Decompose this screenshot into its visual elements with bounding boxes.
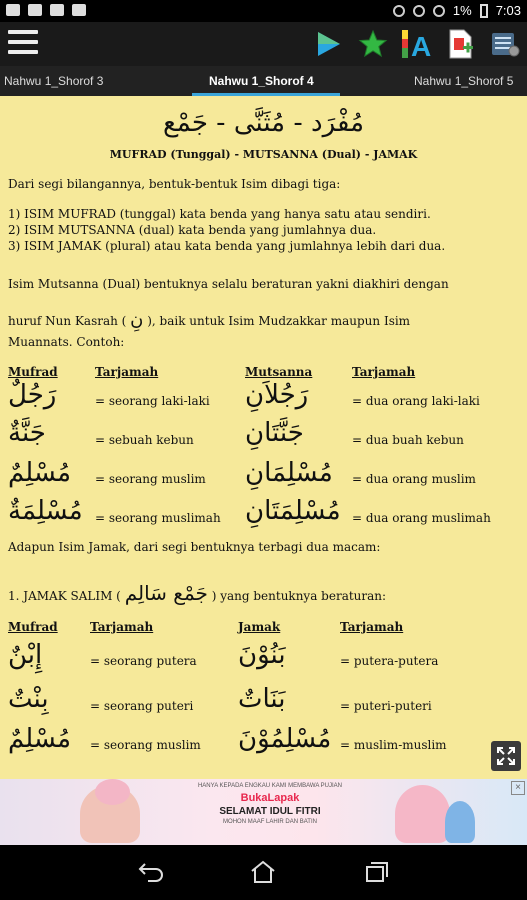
image-icon — [28, 4, 42, 16]
table1-mufrad-word: رَجُلٌ — [8, 380, 57, 410]
ad-image-right-blue — [445, 801, 475, 843]
font-size-icon[interactable] — [401, 28, 433, 60]
notification-icons — [6, 4, 86, 16]
alarm-icon — [433, 5, 445, 17]
mutsanna-text-3: Muannats. Contoh: — [8, 335, 125, 349]
tab-shorof-5[interactable]: Nahwu 1_Shorof 5 — [414, 74, 514, 88]
ad-brand: BukaLapak — [240, 792, 300, 804]
ad-banner[interactable] — [0, 779, 527, 845]
ad-image-right — [395, 785, 450, 843]
bluetooth-icon — [393, 5, 405, 17]
table1-tarjamah: = seorang laki-laki — [95, 394, 210, 408]
add-document-icon[interactable] — [445, 28, 477, 60]
jamak-intro: Adapun Isim Jamak, dari segi bentuknya terbagi dua macam: — [8, 540, 381, 554]
download-icon — [50, 4, 64, 16]
mutsanna-text-1: Isim Mutsanna (Dual) bentuknya selalu beraturan yakni diakhiri dengan — [8, 277, 449, 291]
action-bar — [0, 22, 527, 66]
svg-text:A: A — [411, 31, 432, 60]
table1-mutsanna-word: مُسْلِمَتَانِ — [245, 496, 341, 526]
ad-close-button[interactable]: × — [511, 781, 525, 795]
table1-tarjamah: = seorang muslim — [95, 472, 206, 486]
mutsanna-text-2: huruf Nun Kasrah ( نِ ), baik untuk Isim Mudzakkar maupun Isim — [8, 309, 411, 330]
table2-tarjamah: = puteri-puteri — [340, 699, 432, 713]
ad-main-text: SELAMAT IDUL FITRI — [219, 806, 321, 817]
table1-header-tarjamah: Tarjamah — [95, 365, 159, 379]
ad-headline: HANYA KEPADA ENGKAU KAMI MEMBAWA PUJIAN — [197, 783, 343, 789]
battery-percent: 1% — [452, 3, 472, 18]
tab-shorof-3[interactable]: Nahwu 1_Shorof 3 — [4, 74, 104, 88]
list-item: 1) ISIM MUFRAD (tunggal) kata benda yang hanya satu atau sendiri. — [8, 207, 431, 221]
table1-tarjamah: = dua buah kebun — [352, 433, 464, 447]
jamak-salim-line: 1. JAMAK SALIM ( جَمْع سَالِم ) yang bentuknya beraturan: — [8, 581, 387, 605]
back-icon[interactable] — [136, 859, 166, 885]
lesson-subtitle: MUFRAD (Tunggal) - MUTSANNA (Dual) - JAMAK — [109, 148, 418, 161]
tab-bar — [0, 66, 527, 96]
star-icon[interactable] — [357, 28, 389, 60]
table2-tarjamah: = seorang puteri — [90, 699, 194, 713]
table2-jamak-word: بَنَاتٌ — [238, 684, 286, 714]
ad-image-left-head — [95, 779, 130, 805]
table2-jamak-word: مُسْلِمُوْنَ — [238, 724, 332, 754]
system-icons — [393, 3, 521, 18]
table2-mufrad-word: إِبْنٌ — [8, 640, 43, 670]
table1-tarjamah: = dua orang muslimah — [352, 511, 491, 525]
navigation-bar — [0, 845, 527, 900]
fullscreen-icon[interactable] — [491, 741, 521, 771]
home-icon[interactable] — [248, 859, 278, 885]
arabic-title: مُفْرَد - مُثَنَّى - جَمْع — [162, 108, 365, 138]
ad-subtext: MOHON MAAF LAHIR DAN BATIN — [223, 819, 317, 825]
table1-mutsanna-word: رَجُلاَنِ — [245, 380, 309, 410]
table2-header-tarjamah-2: Tarjamah — [340, 620, 404, 634]
table2-tarjamah: = putera-putera — [340, 654, 439, 668]
table2-mufrad-word: بِنْتٌ — [8, 684, 49, 714]
table2-jamak-word: بَنُوْنَ — [238, 640, 286, 670]
wifi-icon — [413, 5, 425, 17]
clock: 7:03 — [495, 3, 521, 18]
messenger-icon — [72, 4, 86, 16]
table1-mufrad-word: مُسْلِمٌ — [8, 458, 72, 488]
tab-shorof-4[interactable]: Nahwu 1_Shorof 4 — [209, 74, 314, 88]
table1-tarjamah: = sebuah kebun — [95, 433, 194, 447]
table2-mufrad-word: مُسْلِمٌ — [8, 724, 72, 754]
table1-tarjamah: = dua orang muslim — [352, 472, 476, 486]
table1-header-mutsanna: Mutsanna — [245, 365, 313, 379]
lesson-content[interactable] — [0, 96, 527, 779]
table2-header-tarjamah: Tarjamah — [90, 620, 154, 634]
whatsapp-icon — [6, 4, 20, 16]
table1-header-mufrad: Mufrad — [8, 365, 58, 379]
jamak-salim-arabic: جَمْع سَالِم — [124, 581, 208, 605]
table1-header-tarjamah-2: Tarjamah — [352, 365, 416, 379]
status-bar — [0, 0, 527, 22]
table1-mutsanna-word: مُسْلِمَانِ — [245, 458, 333, 488]
list-item: 3) ISIM JAMAK (plural) atau kata benda yang jumlahnya lebih dari dua. — [8, 239, 446, 253]
table1-mufrad-word: جَنَّةٌ — [8, 418, 46, 448]
table1-mutsanna-word: جَنَّتَانِ — [245, 418, 304, 448]
table2-tarjamah: = muslim-muslim — [340, 738, 447, 752]
intro-text: Dari segi bilangannya, bentuk-bentuk Isim dibagi tiga: — [8, 177, 341, 191]
battery-icon — [480, 4, 488, 18]
settings-icon[interactable] — [489, 28, 521, 60]
table1-tarjamah: = seorang muslimah — [95, 511, 221, 525]
list-item: 2) ISIM MUTSANNA (dual) kata benda yang jumlahnya dua. — [8, 223, 377, 237]
table2-tarjamah: = seorang putera — [90, 654, 197, 668]
play-icon[interactable] — [313, 28, 345, 60]
nun-kasrah: نِ — [130, 309, 144, 330]
table1-tarjamah: = dua orang laki-laki — [352, 394, 480, 408]
table2-tarjamah: = seorang muslim — [90, 738, 201, 752]
table2-header-mufrad: Mufrad — [8, 620, 58, 634]
menu-icon[interactable] — [8, 30, 38, 58]
table2-header-jamak: Jamak — [238, 620, 281, 634]
recents-icon[interactable] — [362, 859, 392, 885]
table1-mufrad-word: مُسْلِمَةٌ — [8, 496, 83, 526]
